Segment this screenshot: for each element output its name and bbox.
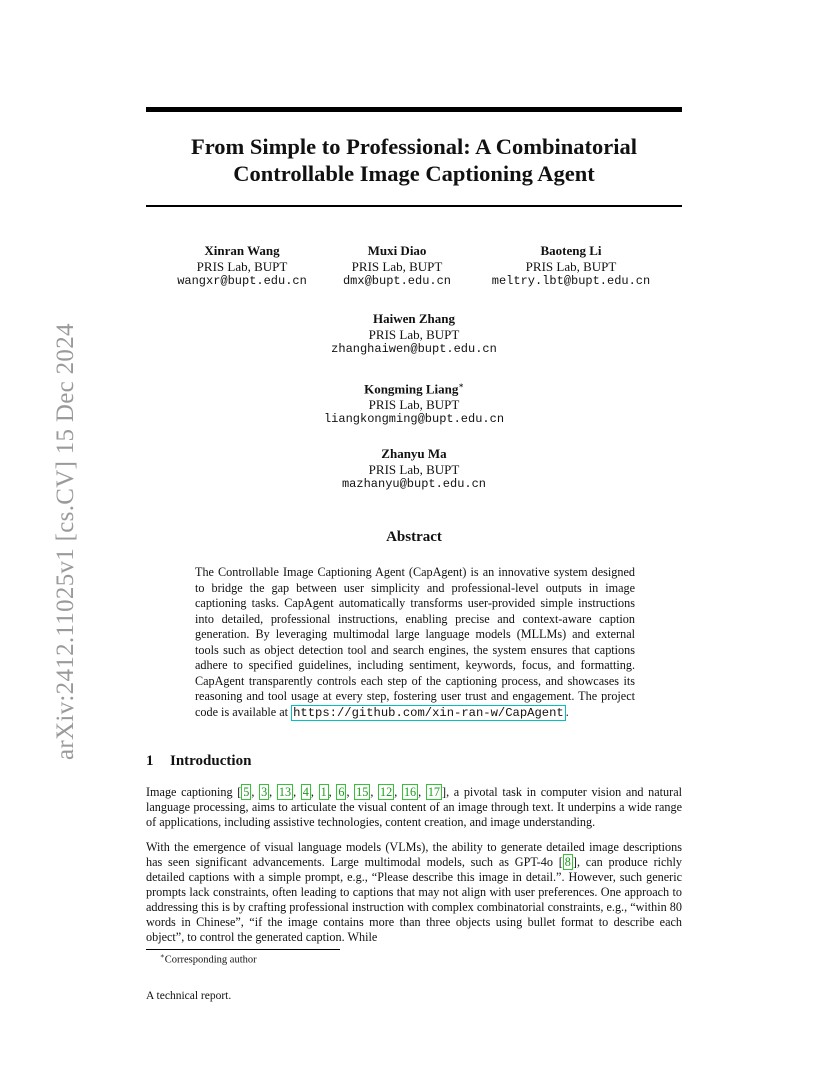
abstract-heading: Abstract xyxy=(386,529,442,545)
footnote-rule xyxy=(146,949,340,950)
intro-paragraph-1: Image captioning [ 5 , 3 , 13 , 4 , 1 , 6 , 15 , 12 , 16 , 17 ], a pivotal task in computer vision and natural language processing, aims to articulate the visual content of an image through text. It underpins a wide range of applications, including assistive technologies, content creation, and image understanding. xyxy=(146,785,682,829)
author-email: wangxr@bupt.edu.cn xyxy=(177,274,307,288)
author-affiliation: PRIS Lab, BUPT xyxy=(368,461,460,477)
author-name: Kongming Liang∗ xyxy=(364,381,464,397)
citation-link[interactable]: 15 xyxy=(356,785,369,799)
title-line-1: From Simple to Professional: A Combinatorial xyxy=(190,134,638,159)
footnote-text: Corresponding author xyxy=(164,954,257,966)
author-email: meltry.lbt@bupt.edu.cn xyxy=(491,274,651,288)
author-affiliation: PRIS Lab, BUPT xyxy=(368,396,460,412)
author-block xyxy=(304,378,524,428)
citation-link[interactable]: 4 xyxy=(302,785,309,799)
citation-link[interactable]: 3 xyxy=(261,785,268,799)
intro-paragraph-2: With the emergence of visual language models (VLMs), the ability to generate detailed image descriptions has seen significant advancements. Large multimodal models, such as GPT-4o [ 8 ], can produce richly detailed captions with a simple prompt, e.g., “Please describe this image in detail.”. However, such generic prompts lack constraints, often leading to captions that may not align with user preferences. One approach to addressing this is by crafting professional instruction with complex combinatorial constraints, e.g., “within 80 words in Chinese”, “if the image contains more than three objects using bullet format to describe each object”, to control the generated caption. While xyxy=(146,840,682,944)
author-affiliation: PRIS Lab, BUPT xyxy=(368,326,460,342)
author-email: dmx@bupt.edu.cn xyxy=(342,274,452,288)
title-rule-top xyxy=(146,107,682,112)
author-affiliation: PRIS Lab, BUPT xyxy=(196,258,288,274)
author-name: Haiwen Zhang xyxy=(373,311,455,326)
corresponding-mark: ∗ xyxy=(458,381,464,390)
author-email: liangkongming@bupt.edu.cn xyxy=(323,412,505,427)
citation-link[interactable]: 12 xyxy=(380,785,393,799)
author-name: Baoteng Li xyxy=(540,243,602,258)
arxiv-identifier: arXiv:2412.11025v1 [cs.CV] 15 Dec 2024 xyxy=(52,323,79,760)
paper-title xyxy=(146,133,682,187)
citation-link[interactable]: 8 xyxy=(564,855,571,869)
author-name: Muxi Diao xyxy=(367,243,427,258)
title-line-2: Controllable Image Captioning Agent xyxy=(233,161,595,186)
footnote xyxy=(160,952,257,966)
citation-link[interactable]: 13 xyxy=(278,785,292,799)
citation-link[interactable]: 1 xyxy=(320,785,327,799)
author-affiliation: PRIS Lab, BUPT xyxy=(525,258,617,274)
author-block xyxy=(304,311,524,358)
footnote-mark: ∗ xyxy=(160,952,165,960)
author-name: Zhanyu Ma xyxy=(381,446,447,461)
author-email: zhanghaiwen@bupt.edu.cn xyxy=(331,342,497,356)
report-note: A technical report. xyxy=(146,990,232,1002)
citation-link[interactable]: 6 xyxy=(338,785,345,799)
section-heading xyxy=(146,753,251,770)
citation-link[interactable]: 16 xyxy=(403,785,417,799)
author-email: mazhanyu@bupt.edu.cn xyxy=(341,477,487,491)
section-number: 1 xyxy=(146,753,154,769)
section-title: Introduction xyxy=(170,753,252,769)
author-block xyxy=(461,243,681,290)
title-rule-bottom xyxy=(146,205,682,207)
abstract-body: The Controllable Image Captioning Agent (CapAgent) is an innovative system designed to bridge the gap between user simplicity and professional-level outputs in image captioning tasks. CapAgent automatically transforms user-provided simple instructions into detailed, professional instructions, enabling precise and context-aware caption generation. By leveraging multimodal large language models (MLLMs) and external tools such as object detection tool and search engines, the system ensures that captions adhere to specified guidelines, including sentiment, keywords, focus, and formatting. CapAgent transparently controls each step of the captioning process, and showcases its reasoning and tool usage at every step, fostering user trust and engagement. The project code is available at https://github.com/xin-ran-w/CapAgent . xyxy=(195,565,635,720)
author-block xyxy=(304,446,524,493)
citation-link[interactable]: 17 xyxy=(427,785,441,799)
author-affiliation: PRIS Lab, BUPT xyxy=(351,258,443,274)
author-name: Xinran Wang xyxy=(204,243,280,258)
citation-link[interactable]: 5 xyxy=(243,785,250,799)
project-code-link[interactable]: https://github.com/xin-ran-w/CapAgent xyxy=(293,705,564,720)
